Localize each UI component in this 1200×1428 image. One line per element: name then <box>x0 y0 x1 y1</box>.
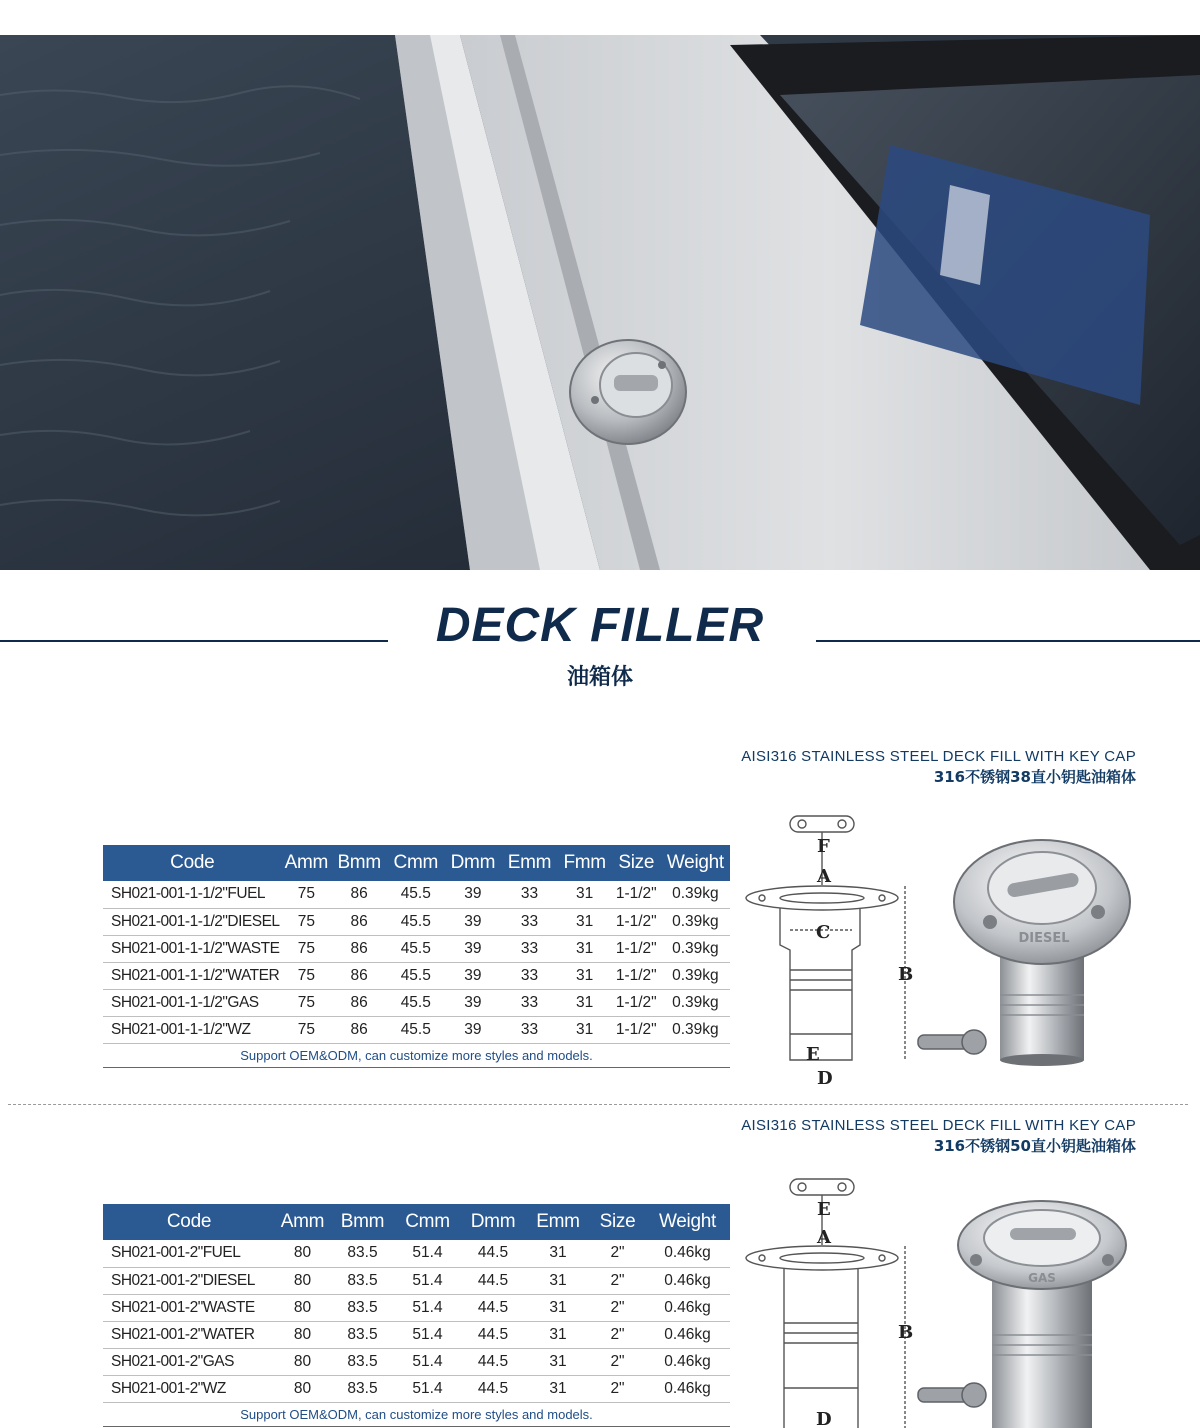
col-code: Code <box>103 1204 275 1240</box>
cell-value: 51.4 <box>395 1267 460 1294</box>
col-a: Amm <box>282 845 332 881</box>
table-row <box>103 881 730 908</box>
table-row <box>103 908 730 935</box>
cell-value: 44.5 <box>460 1294 526 1321</box>
cell-value: 33 <box>501 989 557 1016</box>
product-label-1: DIESEL <box>1018 931 1070 946</box>
cell-value: 44.5 <box>460 1321 526 1348</box>
table-note-row <box>103 1043 730 1067</box>
drawing-label-b: B <box>898 1322 914 1343</box>
cell-value: 80 <box>275 1375 330 1402</box>
table-row <box>103 1016 730 1043</box>
cell-value: 0.39kg <box>661 989 730 1016</box>
col-size: Size <box>590 1204 645 1240</box>
drawing-label-d: D <box>816 1409 832 1428</box>
cell-value: 1-1/2" <box>612 881 661 908</box>
cell-value: 75 <box>282 1016 332 1043</box>
table-row <box>103 1294 730 1321</box>
cell-value: 86 <box>331 935 387 962</box>
col-d: Dmm <box>444 845 501 881</box>
cell-value: 2" <box>590 1375 645 1402</box>
cell-value: 51.4 <box>395 1375 460 1402</box>
col-e: Emm <box>501 845 557 881</box>
cell-value: 80 <box>275 1267 330 1294</box>
col-b: Bmm <box>330 1204 395 1240</box>
cell-value: 83.5 <box>330 1240 395 1267</box>
table-row <box>103 1267 730 1294</box>
cell-value: 75 <box>282 989 332 1016</box>
page-subtitle: 油箱体 <box>566 665 633 690</box>
cell-value: 31 <box>558 962 612 989</box>
drawing-label-f: F <box>817 836 830 857</box>
cell-value: 44.5 <box>460 1267 526 1294</box>
cell-value: 75 <box>282 962 332 989</box>
cell-value: 0.46kg <box>645 1294 730 1321</box>
spec-table-2 <box>103 1204 730 1427</box>
drawing-label-c: C <box>816 922 831 943</box>
cell-code: SH021-001-1-1/2"GAS <box>103 989 282 1016</box>
cell-code: SH021-001-2"WASTE <box>103 1294 275 1321</box>
cell-value: 75 <box>282 935 332 962</box>
cell-value: 45.5 <box>387 989 444 1016</box>
col-a: Amm <box>275 1204 330 1240</box>
cell-value: 0.39kg <box>661 908 730 935</box>
section-1-title <box>741 748 1136 787</box>
oem-note: Support OEM&ODM, can customize more styles and models. <box>103 1043 730 1067</box>
cell-code: SH021-001-2"WATER <box>103 1321 275 1348</box>
cell-value: 83.5 <box>330 1294 395 1321</box>
col-c: Cmm <box>395 1204 460 1240</box>
cell-value: 39 <box>444 989 501 1016</box>
cell-value: 31 <box>526 1294 590 1321</box>
cell-value: 51.4 <box>395 1294 460 1321</box>
cell-value: 80 <box>275 1348 330 1375</box>
page-title: DECK FILLER <box>435 599 765 652</box>
section-1-title-en: AISI316 STAINLESS STEEL DECK FILL WITH KEY CAP <box>741 748 1136 765</box>
cell-value: 75 <box>282 908 332 935</box>
cell-value: 31 <box>558 881 612 908</box>
col-d: Dmm <box>460 1204 526 1240</box>
cell-value: 31 <box>526 1348 590 1375</box>
col-b: Bmm <box>331 845 387 881</box>
cell-value: 1-1/2" <box>612 908 661 935</box>
cell-value: 0.39kg <box>661 881 730 908</box>
table-note-row <box>103 1402 730 1426</box>
cell-value: 31 <box>558 935 612 962</box>
cell-value: 1-1/2" <box>612 935 661 962</box>
table-header-row <box>103 845 730 881</box>
section-2-title-en: AISI316 STAINLESS STEEL DECK FILL WITH KEY CAP <box>741 1117 1136 1134</box>
col-c: Cmm <box>387 845 444 881</box>
drawing-label-a: A <box>817 866 831 887</box>
cell-value: 83.5 <box>330 1267 395 1294</box>
cell-code: SH021-001-1-1/2"DIESEL <box>103 908 282 935</box>
cell-value: 0.46kg <box>645 1348 730 1375</box>
cell-value: 33 <box>501 881 557 908</box>
cell-value: 45.5 <box>387 881 444 908</box>
section-1-title-cn: 316不锈钢38直小钥匙油箱体 <box>933 768 1136 786</box>
cell-value: 80 <box>275 1240 330 1267</box>
section-divider <box>8 1104 1188 1105</box>
cell-value: 0.39kg <box>661 935 730 962</box>
spec-table-1 <box>103 845 730 1068</box>
cell-value: 33 <box>501 935 557 962</box>
cell-value: 45.5 <box>387 908 444 935</box>
section-2-title <box>741 1117 1136 1156</box>
cell-value: 0.46kg <box>645 1240 730 1267</box>
cell-value: 2" <box>590 1267 645 1294</box>
cell-value: 83.5 <box>330 1348 395 1375</box>
cell-value: 86 <box>331 908 387 935</box>
section-2-title-cn: 316不锈钢50直小钥匙油箱体 <box>933 1137 1136 1155</box>
cell-value: 51.4 <box>395 1348 460 1375</box>
table-row <box>103 1375 730 1402</box>
col-size: Size <box>612 845 661 881</box>
drawing-label-e: E <box>817 1199 831 1220</box>
cell-value: 31 <box>526 1267 590 1294</box>
table-header-row <box>103 1204 730 1240</box>
cell-value: 0.46kg <box>645 1267 730 1294</box>
cell-value: 75 <box>282 881 332 908</box>
table-row <box>103 935 730 962</box>
cell-value: 1-1/2" <box>612 1016 661 1043</box>
boat-deck-photo <box>0 35 1200 570</box>
cell-value: 33 <box>501 908 557 935</box>
cell-value: 39 <box>444 935 501 962</box>
cell-value: 2" <box>590 1294 645 1321</box>
technical-drawing-2 <box>740 1173 920 1428</box>
product-label-2: GAS <box>1028 1271 1056 1285</box>
cell-value: 51.4 <box>395 1321 460 1348</box>
table-row <box>103 962 730 989</box>
cell-code: SH021-001-1-1/2"FUEL <box>103 881 282 908</box>
hero-photo <box>0 35 1200 570</box>
cell-code: SH021-001-2"FUEL <box>103 1240 275 1267</box>
cell-value: 45.5 <box>387 935 444 962</box>
cell-code: SH021-001-2"DIESEL <box>103 1267 275 1294</box>
table-row <box>103 989 730 1016</box>
table-row <box>103 1348 730 1375</box>
cell-value: 2" <box>590 1240 645 1267</box>
cell-value: 86 <box>331 989 387 1016</box>
cell-value: 39 <box>444 962 501 989</box>
col-weight: Weight <box>661 845 730 881</box>
cell-value: 1-1/2" <box>612 989 661 1016</box>
cell-value: 86 <box>331 881 387 908</box>
technical-drawing-1 <box>740 810 920 1090</box>
cell-value: 44.5 <box>460 1240 526 1267</box>
cell-value: 0.46kg <box>645 1375 730 1402</box>
cell-code: SH021-001-1-1/2"WZ <box>103 1016 282 1043</box>
cell-value: 39 <box>444 908 501 935</box>
cell-value: 0.46kg <box>645 1321 730 1348</box>
cell-code: SH021-001-1-1/2"WASTE <box>103 935 282 962</box>
cell-value: 51.4 <box>395 1240 460 1267</box>
drawing-label-e: E <box>806 1044 820 1065</box>
table-row <box>103 1240 730 1267</box>
cell-value: 39 <box>444 1016 501 1043</box>
cell-value: 33 <box>501 962 557 989</box>
product-photo-1 <box>912 830 1152 1070</box>
cell-value: 2" <box>590 1348 645 1375</box>
cell-value: 83.5 <box>330 1321 395 1348</box>
cell-code: SH021-001-2"WZ <box>103 1375 275 1402</box>
col-code: Code <box>103 845 282 881</box>
cell-value: 39 <box>444 881 501 908</box>
cell-value: 31 <box>526 1375 590 1402</box>
cell-code: SH021-001-2"GAS <box>103 1348 275 1375</box>
cell-value: 45.5 <box>387 962 444 989</box>
drawing-label-a: A <box>817 1227 831 1248</box>
cell-value: 31 <box>558 989 612 1016</box>
col-f: Fmm <box>558 845 612 881</box>
cell-value: 86 <box>331 962 387 989</box>
cell-value: 31 <box>526 1321 590 1348</box>
cell-value: 31 <box>526 1240 590 1267</box>
cell-value: 83.5 <box>330 1375 395 1402</box>
cell-value: 80 <box>275 1294 330 1321</box>
cell-value: 31 <box>558 1016 612 1043</box>
drawing-label-b: B <box>898 964 914 985</box>
cell-value: 33 <box>501 1016 557 1043</box>
cell-value: 0.39kg <box>661 962 730 989</box>
col-weight: Weight <box>645 1204 730 1240</box>
oem-note: Support OEM&ODM, can customize more styles and models. <box>103 1402 730 1426</box>
cell-value: 44.5 <box>460 1348 526 1375</box>
cell-value: 45.5 <box>387 1016 444 1043</box>
cell-value: 86 <box>331 1016 387 1043</box>
table-row <box>103 1321 730 1348</box>
cell-value: 2" <box>590 1321 645 1348</box>
cell-value: 0.39kg <box>661 1016 730 1043</box>
cell-value: 31 <box>558 908 612 935</box>
drawing-label-d: D <box>817 1068 833 1089</box>
cell-code: SH021-001-1-1/2"WATER <box>103 962 282 989</box>
cell-value: 80 <box>275 1321 330 1348</box>
cell-value: 1-1/2" <box>612 962 661 989</box>
cell-value: 44.5 <box>460 1375 526 1402</box>
product-photo-2 <box>912 1200 1152 1428</box>
col-e: Emm <box>526 1204 590 1240</box>
